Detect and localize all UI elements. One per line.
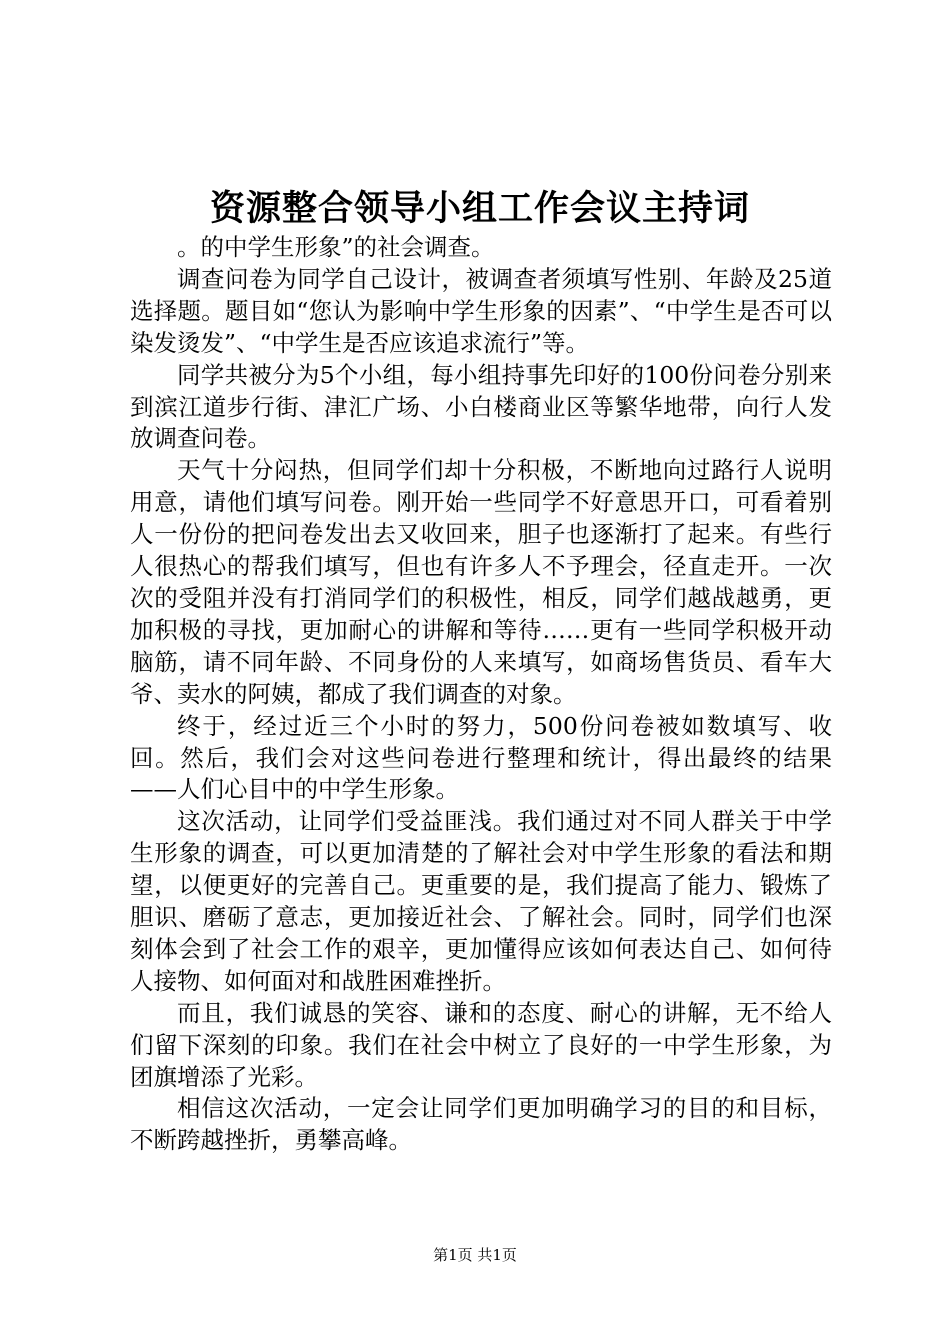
document-title: 资源整合领导小组工作会议主持词 — [209, 189, 750, 229]
paragraph: 而且，我们诚恳的笑容、谦和的态度、耐心的讲解，无不给人们留下深刻的印象。我们在社会中树立了良好的一中学生形象，为团旗增添了光彩。 — [130, 998, 832, 1091]
paragraph: 终于，经过近三个小时的努力，500份问卷被如数填写、收回。然后，我们会对这些问卷进行整理和统计，得出最终的结果——人们心目中的中学生形象。 — [130, 711, 832, 804]
paragraph: 调查问卷为同学自己设计，被调查者须填写性别、年龄及25道选择题。题目如“您认为影响中学生形象的因素”、“中学生是否可以染发烫发”、“中学生是否应该追求流行”等。 — [130, 264, 832, 357]
paragraph: 同学共被分为5个小组，每小组持事先印好的100份问卷分别来到滨江道步行街、津汇广场、小白楼商业区等繁华地带，向行人发放调查问卷。 — [130, 360, 832, 453]
paragraph: 天气十分闷热，但同学们却十分积极，不断地向过路行人说明用意，请他们填写问卷。刚开始一些同学不好意思开口，可看着别人一份份的把问卷发出去又收回来，胆子也逐渐打了起来。有些行人很热心的帮我们填写，但也有许多人不予理会，径直走开。一次次的受阻并没有打消同学们的积极性，相反，同学们越战越勇，更加积极的寻找，更加耐心的讲解和等待……更有一些同学积极开动脑筋，请不同年龄、不同身份的人来填写，如商场售货员、看车大爷、卖水的阿姨，都成了我们调查的对象。 — [130, 456, 832, 708]
paragraph: 这次活动，让同学们受益匪浅。我们通过对不同人群关于中学生形象的调查，可以更加清楚的了解社会对中学生形象的看法和期望，以便更好的完善自己。更重要的是，我们提高了能力、锻炼了胆识、磨砺了意志，更加接近社会、了解社会。同时，同学们也深刻体会到了社会工作的艰辛，更加懂得应该如何表达自己、如何待人接物、如何面对和战胜困难挫折。 — [130, 807, 832, 995]
document-body — [130, 232, 832, 1157]
paragraph: 相信这次活动，一定会让同学们更加明确学习的目的和目标，不断跨越挫折，勇攀高峰。 — [130, 1094, 832, 1155]
page-number-footer: 第1页 共1页 — [433, 1246, 517, 1264]
paragraph: 。的中学生形象”的社会调查。 — [177, 233, 495, 261]
